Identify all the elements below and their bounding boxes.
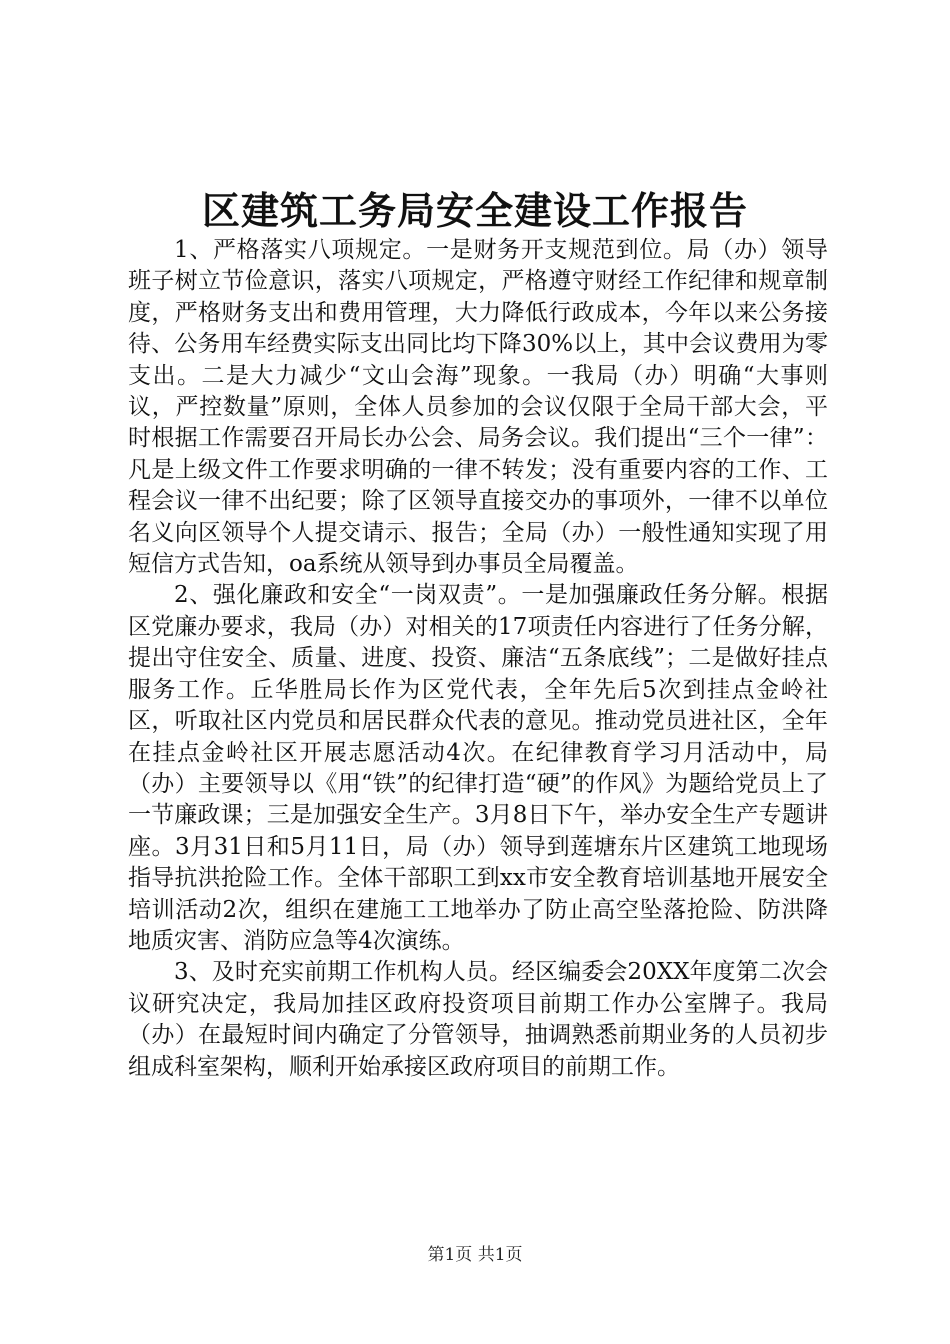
document-body [128, 235, 828, 1083]
page-footer: 第1页 共1页 [427, 1245, 523, 1265]
paragraph-1: 1、严格落实八项规定。一是财务开支规范到位。局（办）领导班子树立节俭意识，落实八项规定，严格遵守财经工作纪律和规章制度，严格财务支出和费用管理，大力降低行政成本，今年以来公务接待、公务用车经费实际支出同比均下降30%以上，其中会议费用为零支出。二是大力减少“文山会海”现象。一我局（办）明确“大事则议，严控数量”原则，全体人员参加的会议仅限于全局干部大会，平时根据工作需要召开局长办公会、局务会议。我们提出“三个一律”：凡是上级文件工作要求明确的一律不转发；没有重要内容的工作、工程会议一律不出纪要；除了区领导直接交办的事项外，一律不以单位名义向区领导个人提交请示、报告；全局（办）一般性通知实现了用短信方式告知，oa系统从领导到办事员全局覆盖。 [128, 237, 828, 578]
paragraph-3: 3、及时充实前期工作机构人员。经区编委会20XX年度第二次会议研究决定，我局加挂区政府投资项目前期工作办公室牌子。我局（办）在最短时间内确定了分管领导，抽调熟悉前期业务的人员初步组成科室架构，顺利开始承接区政府项目的前期工作。 [128, 959, 828, 1080]
paragraph-2: 2、强化廉政和安全“一岗双责”。一是加强廉政任务分解。根据区党廉办要求，我局（办）对相关的17项责任内容进行了任务分解，提出守住安全、质量、进度、投资、廉洁“五条底线”；二是做好挂点服务工作。丘华胜局长作为区党代表，全年先后5次到挂点金岭社区，听取社区内党员和居民群众代表的意见。推动党员进社区，全年在挂点金岭社区开展志愿活动4次。在纪律教育学习月活动中，局（办）主要领导以《用“铁”的纪律打造“硬”的作风》为题给党员上了一节廉政课；三是加强安全生产。3月8日下午，举办安全生产专题讲座。3月31日和5月11日，局（办）领导到莲塘东片区建筑工地现场指导抗洪抢险工作。全体干部职工到xx市安全教育培训基地开展安全培训活动2次，组织在建施工工地举办了防止高空坠落抢险、防洪降地质灾害、消防应急等4次演练。 [128, 582, 828, 954]
document-title: 区建筑工务局安全建设工作报告 [201, 188, 748, 233]
